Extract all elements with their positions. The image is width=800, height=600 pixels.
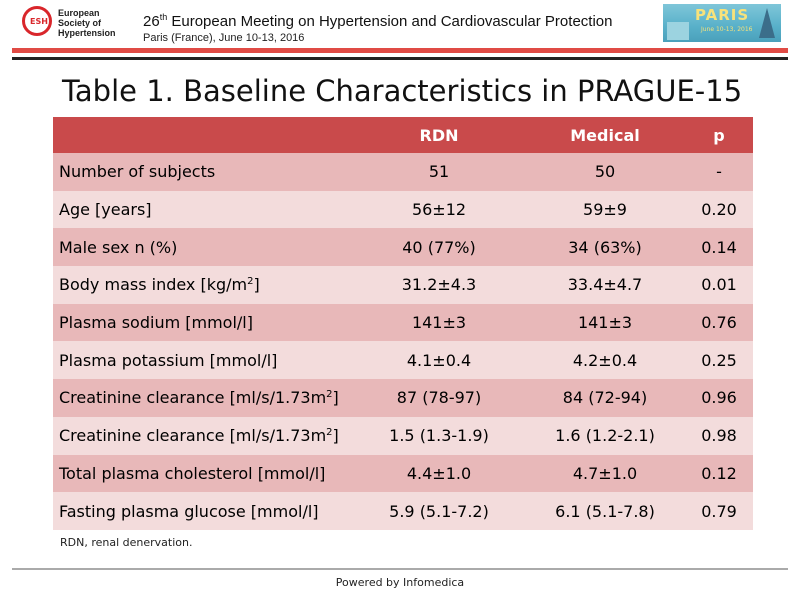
row-label [53, 502, 353, 521]
rdn-cell: 4.4±1.0 [406, 463, 472, 483]
row-label-tail: ] [253, 275, 260, 295]
row-label-text: Plasma potassium [mmol/l] [59, 350, 278, 370]
table-row [53, 304, 753, 342]
slide-header [0, 0, 800, 48]
row-label-superscript: 2 [326, 427, 333, 439]
header-red-stripe [12, 48, 788, 53]
p-value-cell: 0.12 [701, 463, 737, 483]
rdn-cell: 5.9 (5.1-7.2) [389, 501, 489, 521]
logo-line: Society of [58, 18, 102, 28]
row-label [53, 275, 353, 294]
slide-title: Table 1. Baseline Characteristics in PRAGUE-15 [62, 74, 743, 108]
table-row [53, 492, 753, 530]
table-row [53, 266, 753, 304]
row-label [53, 313, 353, 332]
p-value-cell: 0.01 [701, 275, 737, 295]
row-label [53, 426, 353, 445]
row-label-text: Number of subjects [59, 162, 216, 182]
table-row [53, 455, 753, 493]
medical-cell: 141±3 [577, 313, 633, 333]
rdn-cell: 141±3 [411, 313, 467, 333]
paris-badge-word: PARIS [695, 6, 750, 24]
row-label [53, 464, 353, 483]
table-row [53, 228, 753, 266]
meeting-subtitle: Paris (France), June 10-13, 2016 [143, 32, 305, 44]
p-value-cell: 0.96 [701, 388, 737, 408]
row-label-text: Fasting plasma glucose [mmol/l] [59, 501, 319, 521]
meeting-title [143, 8, 663, 31]
meeting-ordinal: 26 [143, 13, 160, 30]
meeting-ordinal-suffix: th [159, 12, 168, 22]
medical-cell: 4.7±1.0 [572, 463, 638, 483]
medical-cell: 84 (72-94) [562, 388, 648, 408]
medical-cell: 34 (63%) [568, 237, 642, 257]
row-label-text: Male sex n (%) [59, 237, 178, 257]
rdn-cell: 4.1±0.4 [406, 350, 472, 370]
header-dark-stripe [12, 57, 788, 60]
p-value-cell: 0.98 [701, 426, 737, 446]
medical-cell: 6.1 (5.1-7.8) [555, 501, 655, 521]
building-icon [667, 22, 689, 40]
footer-credit: Powered by Infomedica [335, 576, 465, 589]
esh-logo [22, 6, 132, 42]
header-cell-p: p [713, 125, 725, 145]
p-value-cell: 0.79 [701, 501, 737, 521]
rdn-cell: 1.5 (1.3-1.9) [389, 426, 489, 446]
table-row [53, 341, 753, 379]
footer-divider [12, 568, 788, 570]
table-row [53, 417, 753, 455]
table-header-row [53, 117, 753, 153]
logo-line: European [58, 8, 100, 18]
rdn-cell: 40 (77%) [402, 237, 476, 257]
p-value-cell: 0.14 [701, 237, 737, 257]
row-label-text: Plasma sodium [mmol/l] [59, 313, 253, 333]
row-label-superscript: 2 [247, 276, 254, 288]
table-row [53, 153, 753, 191]
row-label-text: Creatinine clearance [ml/s/1.73m [59, 426, 327, 446]
medical-cell: 59±9 [583, 200, 627, 220]
meeting-title-text: European Meeting on Hypertension and Cardiovascular Protection [167, 13, 613, 30]
header-cell-medical: Medical [570, 125, 640, 145]
row-label-tail: ] [332, 426, 339, 446]
row-label-text: Body mass index [kg/m [59, 275, 248, 295]
rdn-cell: 51 [428, 162, 450, 182]
medical-cell: 50 [594, 162, 616, 182]
paris-badge-date: June 10-13, 2016 [701, 26, 753, 33]
medical-cell: 1.6 (1.2-2.1) [555, 426, 655, 446]
table-row [53, 191, 753, 229]
row-label-text: Creatinine clearance [ml/s/1.73m [59, 388, 327, 408]
p-value-cell: - [716, 162, 722, 182]
footnote: RDN, renal denervation. [60, 536, 193, 549]
rdn-cell: 87 (78-97) [396, 388, 482, 408]
row-label [53, 388, 353, 407]
meeting-info [143, 8, 663, 45]
rdn-cell: 31.2±4.3 [401, 275, 477, 295]
row-label [53, 200, 353, 219]
medical-cell: 33.4±4.7 [567, 275, 643, 295]
baseline-table [53, 117, 753, 530]
eiffel-tower-icon [759, 8, 775, 38]
row-label-text: Total plasma cholesterol [mmol/l] [59, 463, 326, 483]
p-value-cell: 0.76 [701, 313, 737, 333]
p-value-cell: 0.25 [701, 350, 737, 370]
row-label [53, 162, 353, 181]
table-row [53, 379, 753, 417]
row-label [53, 351, 353, 370]
paris-badge [663, 4, 781, 42]
medical-cell: 4.2±0.4 [572, 350, 638, 370]
logo-line: Hypertension [58, 28, 116, 38]
p-value-cell: 0.20 [701, 200, 737, 220]
esh-logo-abbr: ESH [30, 17, 48, 26]
row-label-tail: ] [332, 388, 339, 408]
rdn-cell: 56±12 [411, 200, 467, 220]
row-label-text: Age [years] [59, 200, 152, 220]
row-label-superscript: 2 [326, 389, 333, 401]
table-body [53, 153, 753, 530]
header-cell-rdn: RDN [419, 125, 459, 145]
esh-logo-text [58, 8, 148, 38]
row-label [53, 238, 353, 257]
esh-logo-icon [22, 6, 52, 36]
